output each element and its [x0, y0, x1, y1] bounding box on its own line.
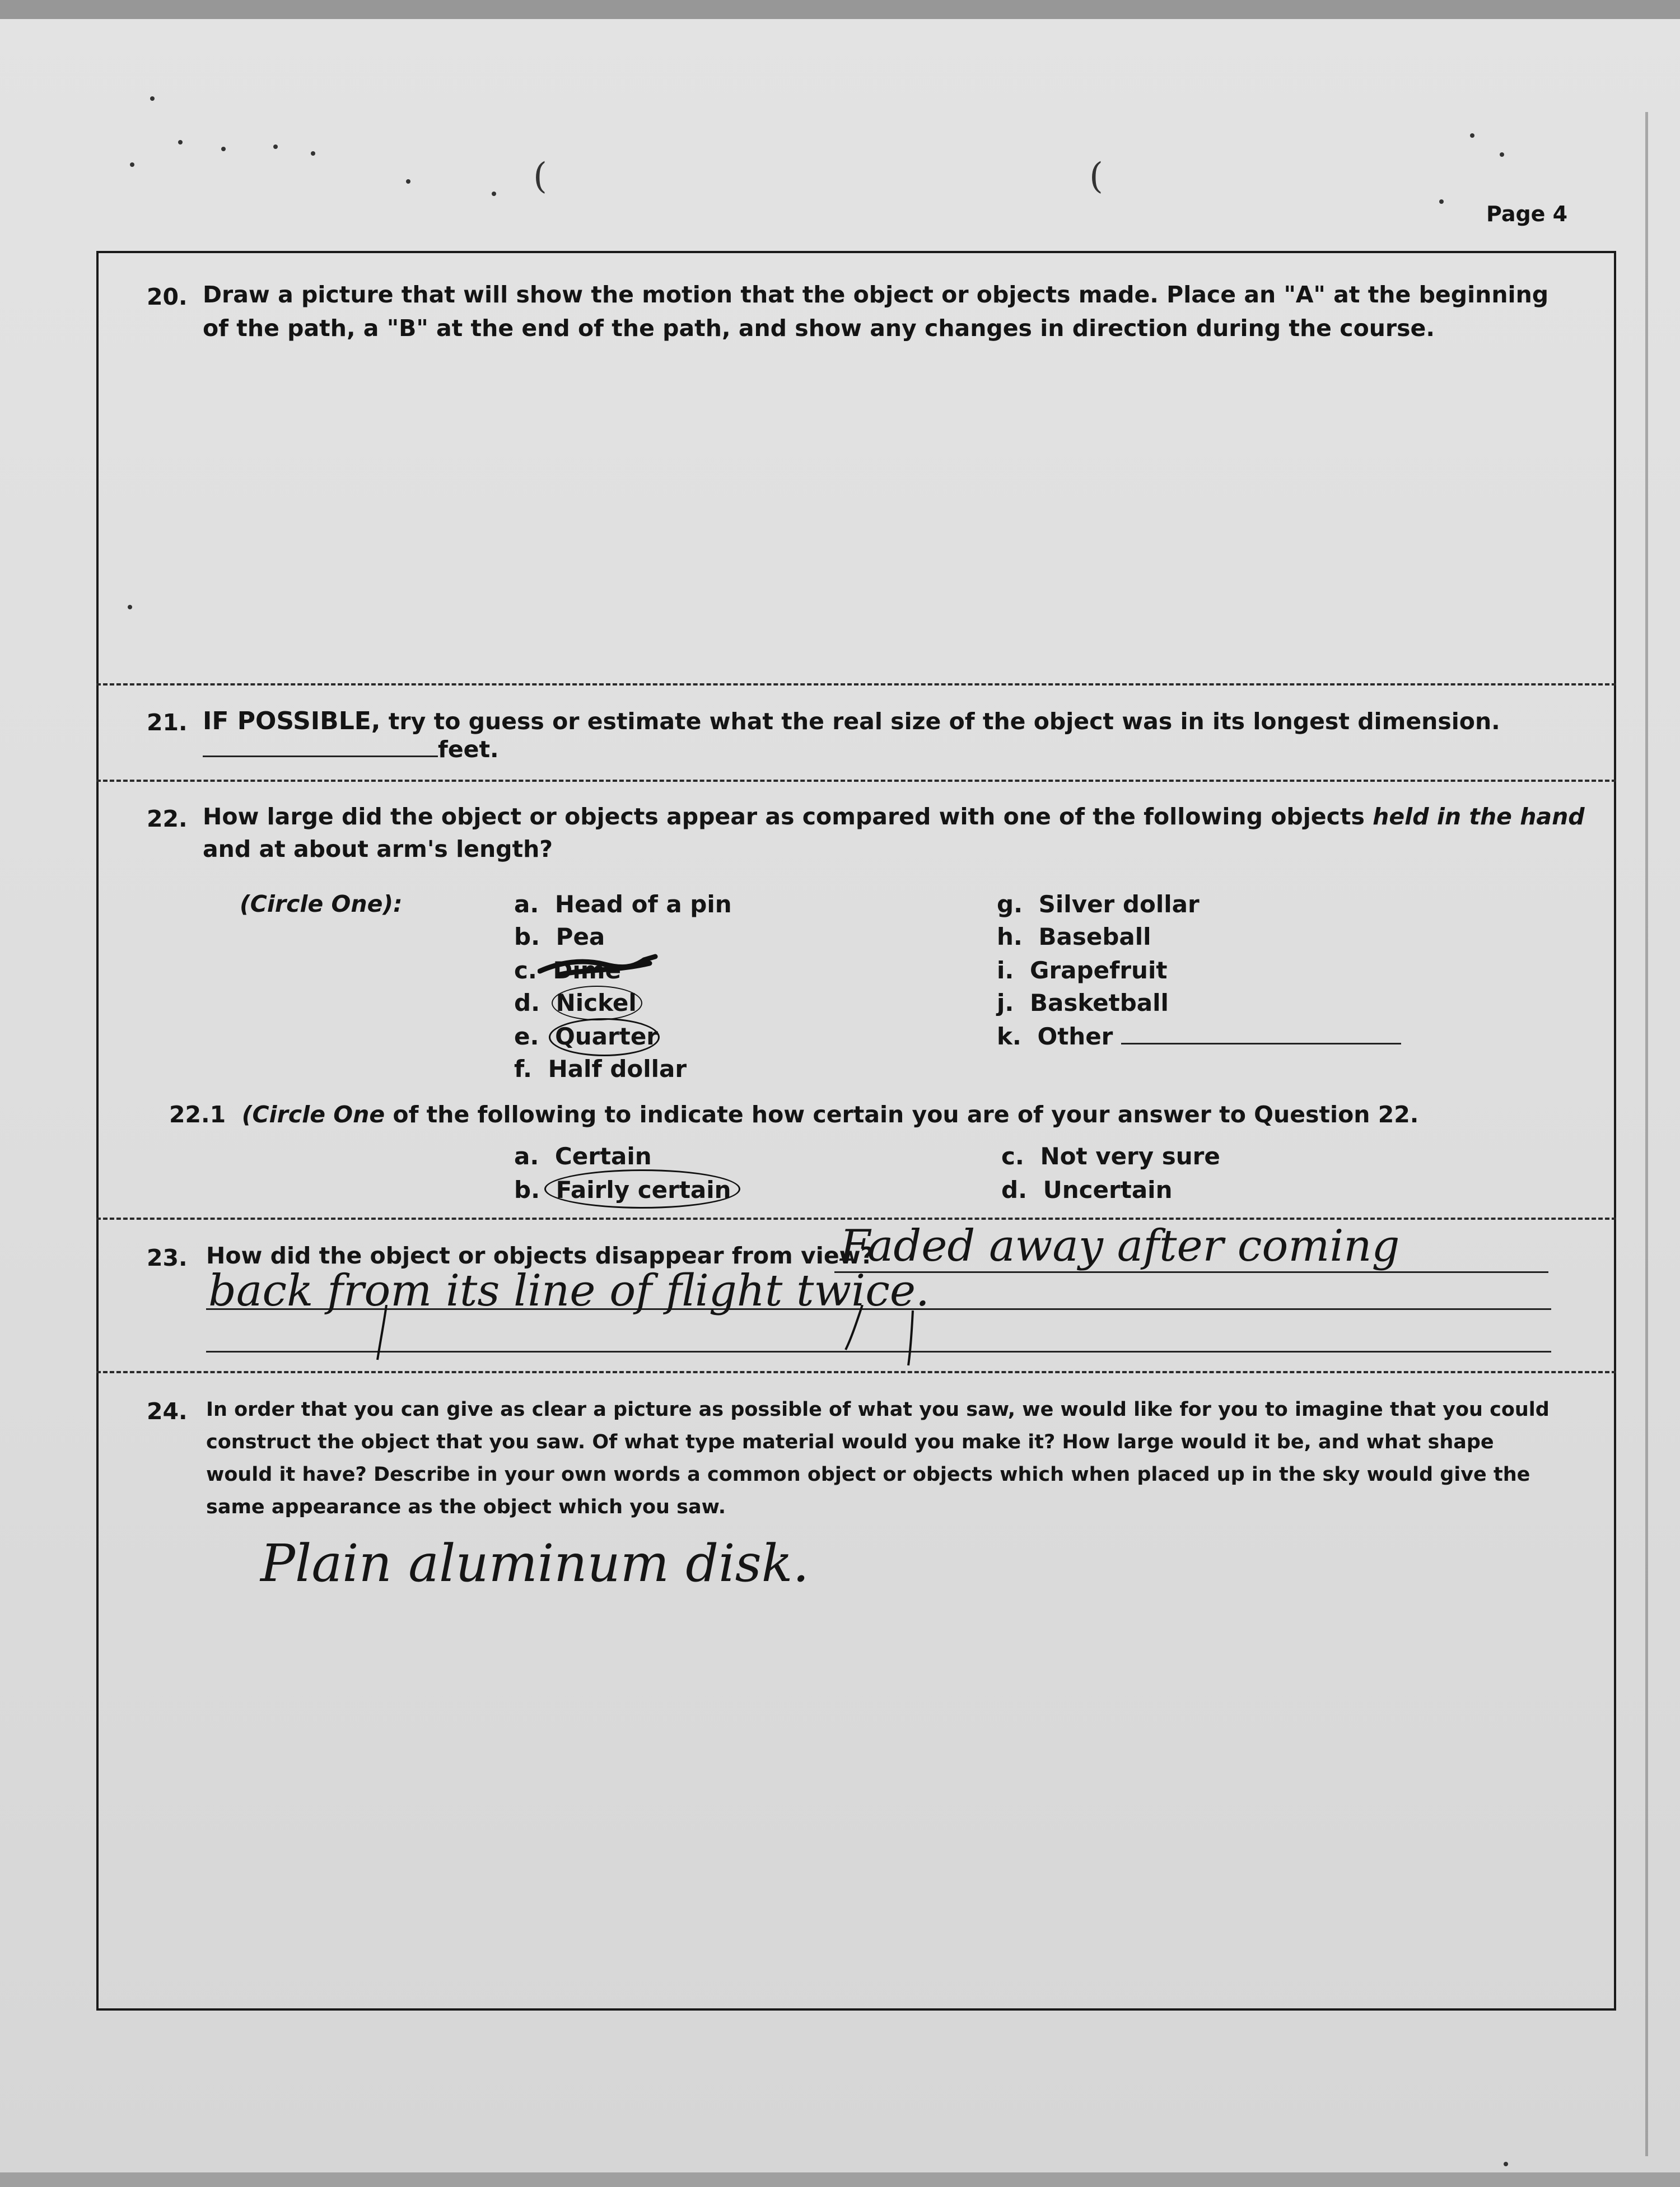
option-letter: k.	[997, 1023, 1021, 1050]
q22-option-i[interactable]	[997, 959, 1167, 982]
punch-mark: (	[533, 156, 547, 197]
q22-1-text-c: of the following to indicate how certain you are of your answer to Question 22.	[385, 1101, 1419, 1128]
scan-speck	[406, 179, 410, 184]
scan-speck	[221, 147, 226, 151]
q22-text-line2: and at about arm's length?	[203, 836, 553, 862]
q21-unit: feet.	[438, 736, 499, 763]
q22-instruction: (Circle One):	[240, 890, 403, 917]
section-divider	[96, 1218, 1616, 1220]
q24-number: 24.	[147, 1398, 188, 1425]
option-letter: g.	[997, 890, 1023, 918]
q24-text-line3: would it have? Describe in your own words a common object or objects which when placed up in the sky would give the	[206, 1463, 1530, 1486]
q22-1-option-d[interactable]	[1001, 1178, 1172, 1202]
q20-drawing-area[interactable]	[101, 358, 1613, 678]
q22-number: 22.	[147, 805, 188, 832]
q22-text-a: How large did the object or objects appear as compared with one of the following objects	[203, 803, 1373, 830]
scan-speck	[1439, 199, 1444, 204]
option-letter: i.	[997, 957, 1014, 984]
q22-1-text-a: (Circle	[241, 1101, 325, 1128]
option-letter: a.	[514, 890, 539, 918]
scan-speck	[130, 162, 134, 167]
q24-handwritten-answer: Plain aluminum disk.	[260, 1533, 809, 1593]
q21-text: try to guess or estimate what the real size of the object was in its longest dimension.	[380, 708, 1500, 735]
scan-speck	[1500, 152, 1504, 157]
scan-speck	[492, 192, 496, 196]
q20-text-line1: Draw a picture that will show the motion that the object or objects made. Place an "A" at the beginning	[203, 281, 1549, 308]
option-letter: h.	[997, 923, 1023, 950]
q22-1-text-b: One	[325, 1101, 385, 1128]
scan-top-edge	[0, 0, 1680, 19]
option-label: Half dollar	[548, 1055, 687, 1083]
option-label: Grapefruit	[1029, 957, 1168, 984]
option-label: Other	[1037, 1023, 1113, 1050]
scan-speck	[273, 144, 278, 149]
option-letter: b.	[514, 923, 540, 950]
option-label: Pea	[556, 923, 605, 950]
q21-size-blank[interactable]	[203, 739, 438, 757]
strikethrough-scribble	[538, 952, 664, 981]
option-letter: c.	[514, 957, 537, 984]
q22-option-g[interactable]	[997, 890, 1200, 918]
q22-option-a[interactable]	[514, 890, 732, 918]
q24-text-line2: construct the object that you saw. Of what type material would you make it? How large would it be, and what shape	[206, 1431, 1494, 1453]
q23-number: 23.	[147, 1244, 188, 1271]
scan-right-edge	[1645, 112, 1648, 2156]
option-label: Dime	[553, 957, 621, 984]
option-label: Nickel	[556, 989, 637, 1016]
option-letter: b.	[514, 1176, 540, 1204]
option-letter: a.	[514, 1143, 539, 1170]
option-label: Certain	[554, 1143, 652, 1170]
q23-text: How did the object or objects disappear from view?	[206, 1242, 874, 1269]
answer-line	[834, 1271, 1548, 1273]
punch-mark: (	[1089, 156, 1103, 197]
section-divider	[96, 780, 1616, 782]
option-label: Not very sure	[1040, 1143, 1220, 1170]
option-label: Basketball	[1029, 989, 1169, 1016]
option-letter: d.	[514, 989, 540, 1016]
q22-text-emphasis: held in the hand	[1373, 803, 1585, 830]
page-number: Page 4	[1486, 202, 1568, 226]
q23-handwritten-line1: Faded away after coming	[840, 1221, 1400, 1271]
q24-text-line1: In order that you can give as clear a picture as possible of what you saw, we would like for you to imagine that you could	[206, 1398, 1550, 1421]
faint-circle-mark	[552, 986, 642, 1020]
option-letter: f.	[514, 1055, 532, 1083]
option-label: Baseball	[1038, 923, 1151, 950]
option-label: Uncertain	[1043, 1176, 1173, 1204]
q22-option-f[interactable]	[514, 1057, 687, 1081]
q21-number: 21.	[147, 709, 188, 736]
selected-circle-mark	[544, 1169, 740, 1209]
q22-1-question	[169, 1103, 1418, 1126]
q22-option-k[interactable]	[997, 1025, 1401, 1048]
option-letter: d.	[1001, 1176, 1028, 1204]
q22-option-j[interactable]	[997, 991, 1169, 1015]
scan-speck	[178, 140, 183, 144]
option-label: Head of a pin	[554, 890, 732, 918]
option-letter: j.	[997, 989, 1014, 1016]
q22-text-line1	[203, 805, 1585, 828]
q21-question	[203, 709, 1500, 734]
option-label: Silver dollar	[1038, 890, 1200, 918]
q22-1-option-c[interactable]	[1001, 1145, 1220, 1168]
q20-number: 20.	[147, 283, 188, 310]
q22-1-option-a[interactable]	[514, 1145, 652, 1168]
q21-answer-line	[203, 738, 499, 761]
scan-speck	[150, 96, 155, 101]
option-label: Fairly certain	[556, 1176, 731, 1204]
q22-option-h[interactable]	[997, 925, 1151, 949]
scan-speck	[1504, 2162, 1508, 2166]
selected-circle-mark	[549, 1018, 660, 1056]
option-letter: e.	[514, 1023, 539, 1050]
option-label: Quarter	[555, 1023, 659, 1050]
section-divider	[96, 1371, 1616, 1373]
scan-speck	[311, 151, 315, 156]
q20-text-line2: of the path, a "B" at the end of the path, and show any changes in direction during the course.	[203, 315, 1435, 342]
q22-other-blank[interactable]	[1121, 1026, 1401, 1044]
section-divider	[96, 683, 1616, 686]
option-letter: c.	[1001, 1143, 1024, 1170]
q24-text-line4: same appearance as the object which you saw.	[206, 1496, 726, 1518]
scan-bottom-edge	[0, 2172, 1680, 2187]
q23-handwritten-line2: back from its line of flight twice.	[208, 1266, 930, 1316]
scan-speck	[1470, 133, 1474, 138]
q22-option-b[interactable]	[514, 925, 605, 949]
q22-1-number: 22.1	[169, 1101, 226, 1128]
q21-emphasis: IF POSSIBLE,	[203, 707, 381, 735]
handwriting-descenders	[370, 1305, 986, 1367]
